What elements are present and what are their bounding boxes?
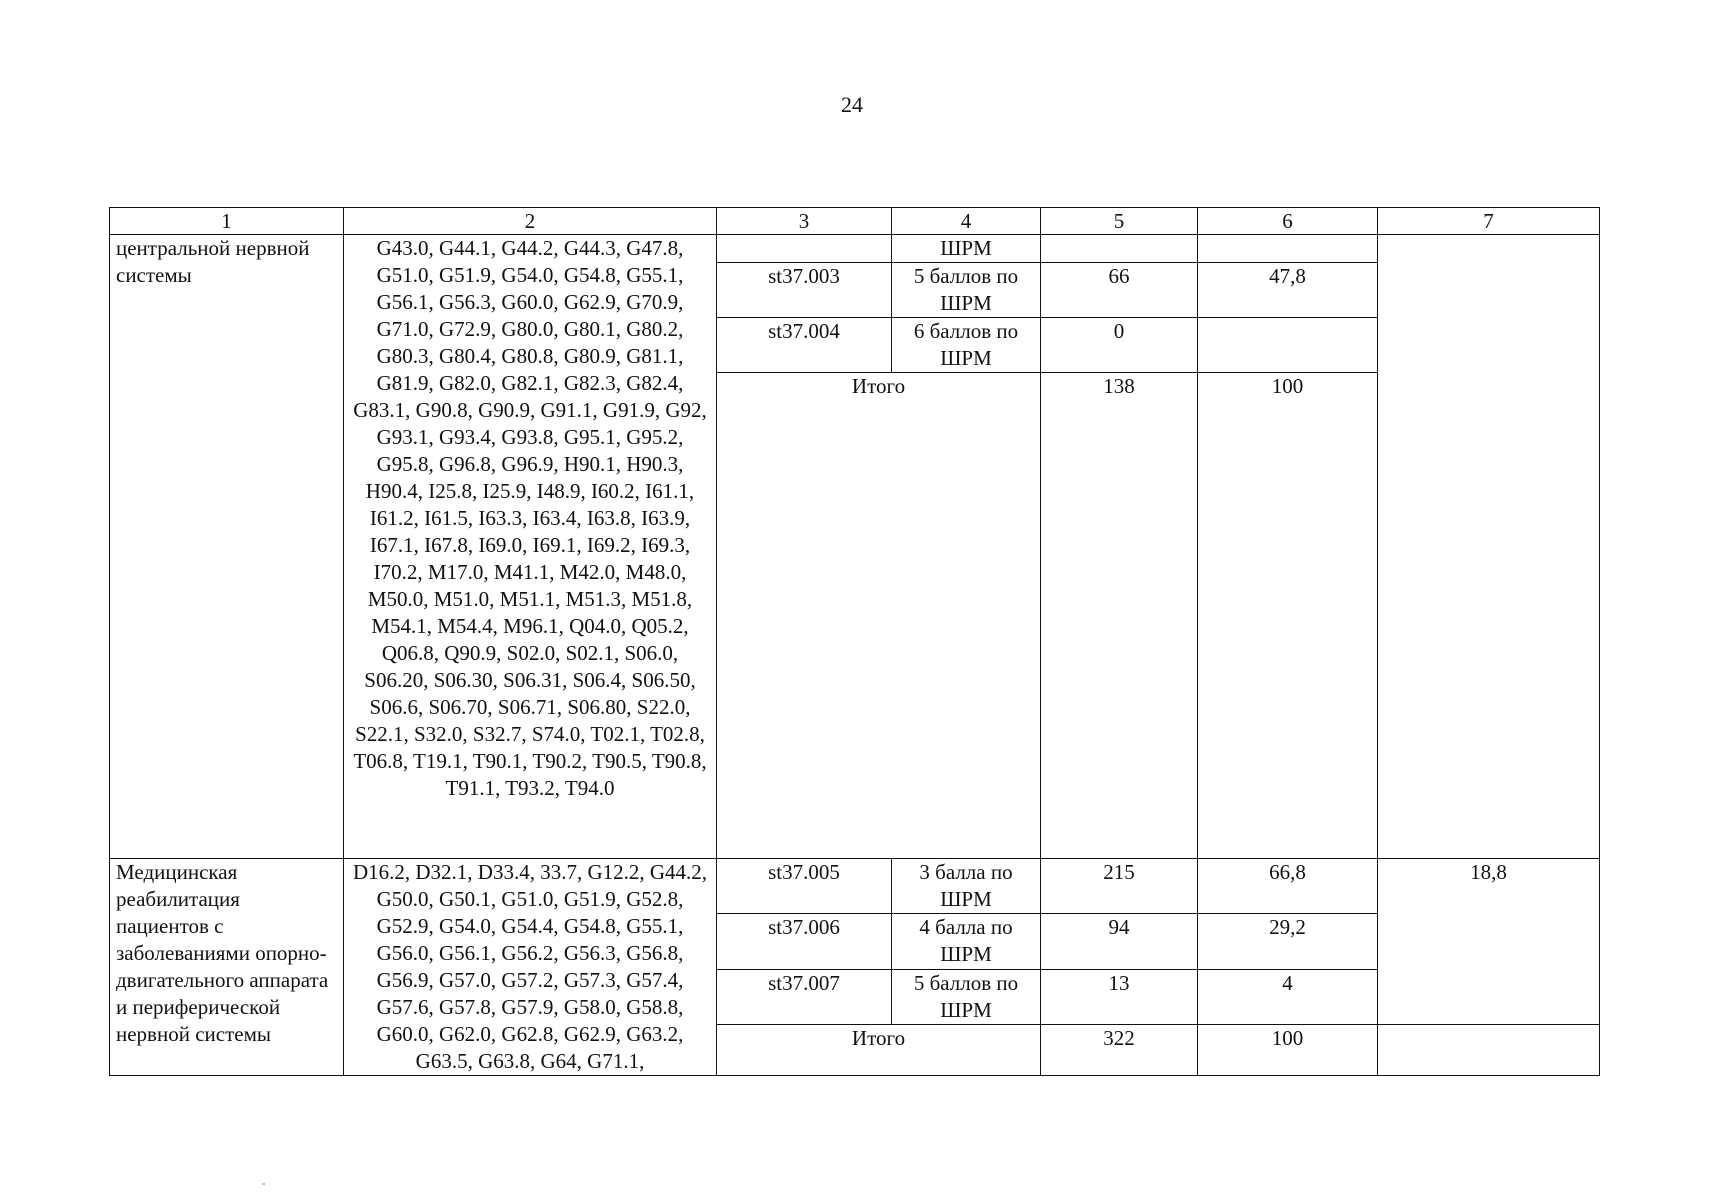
table-row	[110, 235, 1600, 263]
rehab-score: 4 балла по ШРМ	[892, 914, 1041, 969]
total-count: 322	[1041, 1024, 1198, 1075]
case-percent: 29,2	[1198, 914, 1378, 969]
case-percent: 47,8	[1198, 263, 1378, 318]
csg-code: st37.007	[717, 969, 892, 1024]
rehab-score: ШРМ	[892, 235, 1041, 263]
header-cell: 5	[1041, 208, 1198, 235]
share-value: 18,8	[1378, 859, 1600, 1025]
diagnosis-codes: D16.2, D32.1, D33.4, 33.7, G12.2, G44.2, G50.0, G50.1, G51.0, G51.9, G52.8, G52.9, G54.0, G54.4, G54.8, G55.1, G56.0, G56.1, G56.2, G56.3, G56.8, G56.9, G57.0, G57.2, G57.3, G57.4, G57.6, G57.8, G57.9, G58.0, G58.8, G60.0, G62.0, G62.8, G62.9, G63.2, G63.5, G63.8, G64, G71.1,	[344, 859, 717, 1076]
case-percent: 66,8	[1198, 859, 1378, 914]
csg-code: st37.003	[717, 263, 892, 318]
case-count: 215	[1041, 859, 1198, 914]
rehab-score: 6 баллов по ШРМ	[892, 318, 1041, 373]
group-name: Медицинская реабилитация пациентов с заболеваниями опорно-двигательного аппарата и периферической нервной системы	[110, 859, 344, 1076]
rehab-score: 5 баллов по ШРМ	[892, 263, 1041, 318]
case-count: 13	[1041, 969, 1198, 1024]
empty-cell	[1378, 1024, 1600, 1075]
header-row	[110, 208, 1600, 235]
header-cell: 2	[344, 208, 717, 235]
csg-code: st37.005	[717, 859, 892, 914]
case-percent	[1198, 235, 1378, 263]
rehab-score: 5 баллов по ШРМ	[892, 969, 1041, 1024]
total-label: Итого	[717, 373, 1041, 859]
case-count	[1041, 235, 1198, 263]
header-cell: 7	[1378, 208, 1600, 235]
share-value	[1378, 235, 1600, 859]
csg-code: st37.006	[717, 914, 892, 969]
total-count: 138	[1041, 373, 1198, 859]
case-count: 94	[1041, 914, 1198, 969]
csg-code	[717, 235, 892, 263]
total-percent: 100	[1198, 373, 1378, 859]
csg-code: st37.004	[717, 318, 892, 373]
case-count: 0	[1041, 318, 1198, 373]
total-label: Итого	[717, 1024, 1041, 1075]
document-table	[109, 207, 1600, 1076]
header-cell: 1	[110, 208, 344, 235]
case-percent	[1198, 318, 1378, 373]
scan-speck	[262, 1183, 265, 1185]
header-cell: 6	[1198, 208, 1378, 235]
group-name: центральной нервной системы	[110, 235, 344, 859]
header-cell: 3	[717, 208, 892, 235]
rehab-score: 3 балла по ШРМ	[892, 859, 1041, 914]
total-percent: 100	[1198, 1024, 1378, 1075]
table-row	[110, 859, 1600, 914]
header-cell: 4	[892, 208, 1041, 235]
case-percent: 4	[1198, 969, 1378, 1024]
diagnosis-codes: G43.0, G44.1, G44.2, G44.3, G47.8, G51.0, G51.9, G54.0, G54.8, G55.1, G56.1, G56.3, G60.0, G62.9, G70.9, G71.0, G72.9, G80.0, G80.1, G80.2, G80.3, G80.4, G80.8, G80.9, G81.1, G81.9, G82.0, G82.1, G82.3, G82.4, G83.1, G90.8, G90.9, G91.1, G91.9, G92, G93.1, G93.4, G93.8, G95.1, G95.2, G95.8, G96.8, G96.9, H90.1, H90.3, H90.4, I25.8, I25.9, I48.9, I60.2, I61.1, I61.2, I61.5, I63.3, I63.4, I63.8, I63.9, I67.1, I67.8, I69.0, I69.1, I69.2, I69.3, I70.2, M17.0, M41.1, M42.0, M48.0, M50.0, M51.0, M51.1, M51.3, M51.8, M54.1, M54.4, M96.1, Q04.0, Q05.2, Q06.8, Q90.9, S02.0, S02.1, S06.0, S06.20, S06.30, S06.31, S06.4, S06.50, S06.6, S06.70, S06.71, S06.80, S22.0, S22.1, S32.0, S32.7, S74.0, T02.1, T02.8, T06.8, T19.1, T90.1, T90.2, T90.5, T90.8, T91.1, T93.2, T94.0	[344, 235, 717, 859]
case-count: 66	[1041, 263, 1198, 318]
page-number: 24	[841, 92, 863, 117]
